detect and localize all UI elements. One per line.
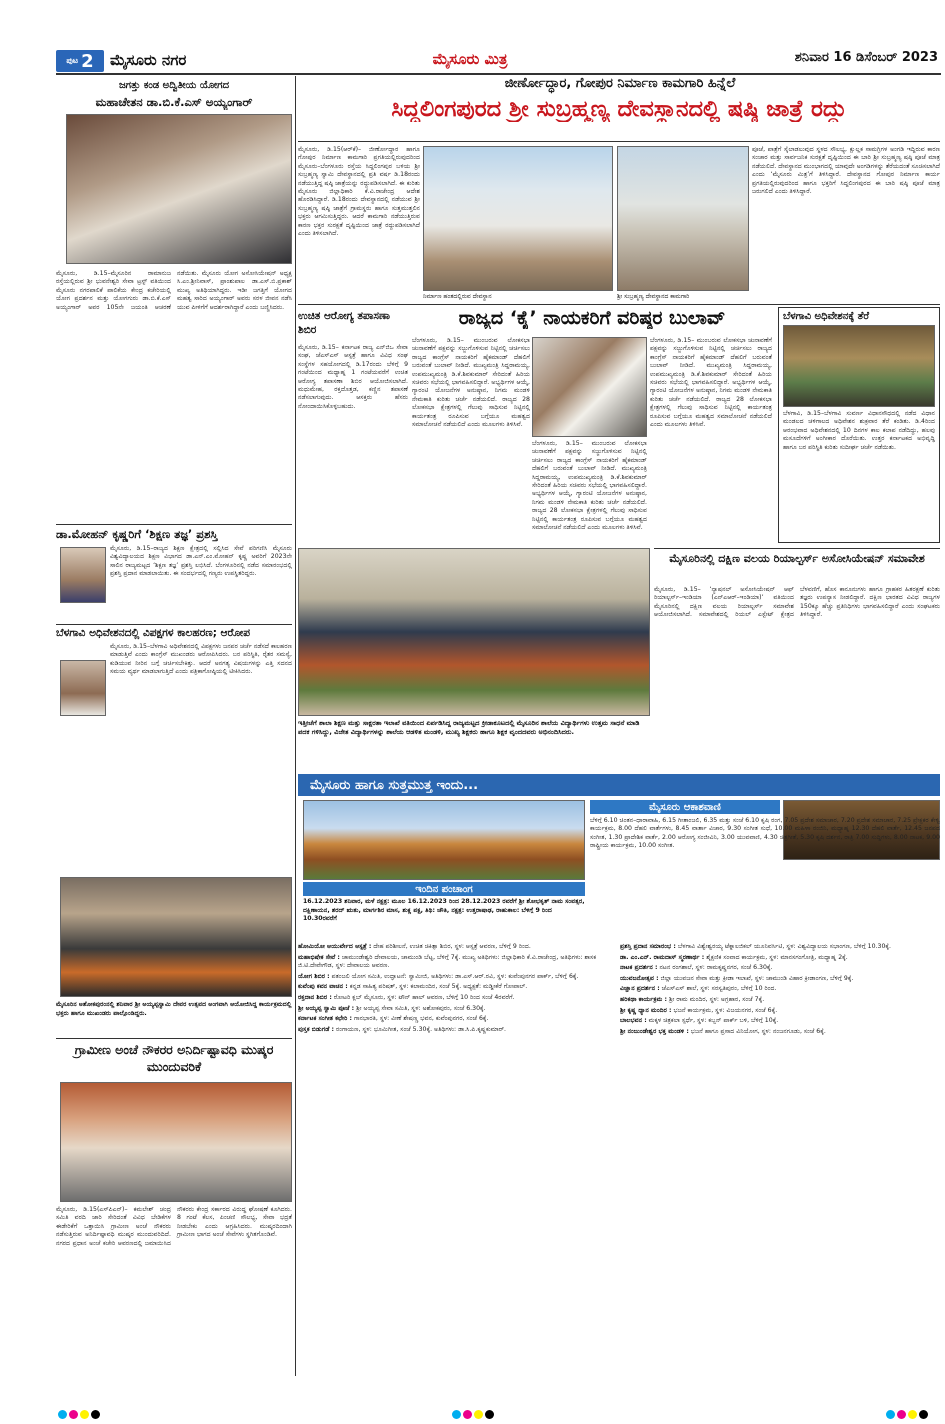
cyan-mark-icon: [886, 1410, 895, 1419]
yoga-event-photo: [66, 114, 292, 264]
session-box: [778, 307, 940, 543]
belagavi-protest-rule: [56, 624, 292, 625]
yellow-mark-icon: [80, 1410, 89, 1419]
page-number: 2: [81, 50, 94, 72]
mohan-rule: [56, 524, 292, 525]
event-item: ಕರ್ನಾಟಕ ಸಂಗೀತ ಕಛೇರಿ : ಗಾನಭಾರತಿ, ಸ್ಥಳ: ವೀಣೆ ಶೇಷಣ್ಣ ಭವನ, ಕುವೆಂಪುನಗರ, ಸಂಜೆ 6ಕ್ಕೆ.: [298, 1015, 489, 1023]
event-item: ರಕ್ತದಾನ ಶಿಬಿರ : ರೋಟರಿ ಕ್ಲಬ್ ಮೈಸೂರು, ಸ್ಥಳ: ಟೌನ್ ಹಾಲ್ ಆವರಣ, ಬೆಳಿಗ್ಗೆ 10 ರಿಂದ ಸಂಜೆ 4ರವರೆಗೆ.: [298, 993, 515, 1001]
session-headline: ಬೆಳಗಾವಿ ಅಧಿವೇಶನಕ್ಕೆ ತೆರೆ: [783, 311, 870, 322]
events-left: [298, 943, 614, 1375]
ayyappa-group-photo: [60, 877, 292, 997]
yoga-body: ಮೈಸೂರು, ಡಿ.15–ಮೈಸೂರಿನ ರಾಮಾನುಜ ರಸ್ತೆಯಲ್ಲಿರುವ ಶ್ರೀ ಭುವನೇಶ್ವರಿ ಸೇವಾ ಟ್ರಸ್ಟ್ ವತಿಯಿಂದ ಮೈಸೂರು ನಗರಪಾಲಿಕೆ ಪಾಲಿಕೆಯ ಕೇಂದ್ರ ಕಚೇರಿಯಲ್ಲಿ ಯೋಗ ಪ್ರದರ್ಶನ ಮತ್ತು ಯೋಗಗುರು ಡಾ.ಬಿ.ಕೆ.ಎಸ್ ಅಯ್ಯಂಗಾರ್ ಅವರ 105ನೇ ಜಯಂತಿ ಆಚರಣೆ ನಡೆಯಿತು. ಮೈಸೂರು ಯೋಗ ಅಸೋಸಿಯೇಷನ್ ಅಧ್ಯಕ್ಷ ಸಿ.ಎಂ.ಶ್ರೀನಿವಾಸ್, ಪ್ರಾಂಶುಪಾಲ ಡಾ.ಎಸ್.ಬಿ.ಪ್ರಕಾಶ್ ಮುಖ್ಯ ಅತಿಥಿಯಾಗಿದ್ದರು. ಇಡೀ ಜಗತ್ತಿಗೆ ಯೋಗದ ಮಹತ್ವ ಸಾರಿದ ಅಯ್ಯಂಗಾರ್ ಅವರು ಸರಳ ಜೀವನ ನಡೆಸಿ ಯುವ ಪೀಳಿಗೆಗೆ ಆದರ್ಶರಾಗಿದ್ದಾರೆ ಎಂದು ಬಣ್ಣಿಸಿದರು.: [56, 270, 292, 311]
mohan-portrait: [60, 547, 106, 603]
event-item: ಡಾ. ಎಂ.ಎನ್. ರಾಮದಾಸ್ ಸ್ಮರಣಾರ್ಥ : ಶೈಕ್ಷಣಿಕ ಸಂವಾದ ಕಾರ್ಯಕ್ರಮ, ಸ್ಥಳ: ಮಾನಸಗಂಗೋತ್ರಿ, ಮಧ್ಯಾಹ್ನ 2ಕ್ಕೆ.: [620, 953, 848, 961]
event-item: ನಾಟಕ ಪ್ರದರ್ಶನ : ನಟನ ರಂಗಶಾಲೆ, ಸ್ಥಳ: ರಾಮಕೃಷ್ಣನಗರ, ಸಂಜೆ 6.30ಕ್ಕೆ.: [620, 964, 773, 972]
paper-name: ಮೈಸೂರು ಮಿತ್ರ: [432, 50, 508, 68]
event-item: ವಿಜ್ಞಾನ ಪ್ರದರ್ಶನ : ಜೆಎಸ್‌ಎಸ್ ಶಾಲೆ, ಸ್ಥಳ: ಸರಸ್ವತಿಪುರಂ, ಬೆಳಿಗ್ಗೆ 10 ರಿಂದ.: [620, 985, 777, 993]
students-caption: ಇತ್ತೀಚೆಗೆ ಶಾಲಾ ಶಿಕ್ಷಣ ಮತ್ತು ಸಾಕ್ಷರತಾ ಇಲಾಖೆ ವತಿಯಿಂದ ಏರ್ಪಡಿಸಿದ್ದ ರಾಜ್ಯಮಟ್ಟದ ಕ್ರೀಡಾಕೂಟದಲ್ಲಿ ಮೈಸೂರಿನ ಶಾಲೆಯ ವಿದ್ಯಾರ್ಥಿಗಳು ಉತ್ತಮ ಸಾಧನೆ ಮಾಡಿ ಪದಕ ಗಳಿಸಿದ್ದು, ವಿಜೇತ ವಿದ್ಯಾರ್ಥಿಗಳನ್ನು ಶಾಲೆಯ ಆಡಳಿತ ಮಂಡಳಿ, ಮುಖ್ಯ ಶಿಕ್ಷಕರು ಹಾಗೂ ಶಿಕ್ಷಕ ವೃಂದದವರು ಅಭಿನಂದಿಸಿದರು.: [298, 719, 640, 736]
event-item: ಶ್ರೀ ನಂಜುಂಡೇಶ್ವರ ಭಕ್ತ ಮಂಡಳಿ : ಭಜನೆ ಹಾಗೂ ಪ್ರಸಾದ ವಿನಿಯೋಗ, ಸ್ಥಳ: ನಂಜನಗೂಡು, ಸಂಜೆ 6ಕ್ಕೆ.: [620, 1027, 826, 1035]
congress-body-col3: ಬೆಂಗಳೂರು, ಡಿ.15– ಮುಂಬರುವ ಲೋಕಸಭಾ ಚುನಾವಣೆಗೆ ಪಕ್ಷವನ್ನು ಸಜ್ಜುಗೊಳಿಸುವ ನಿಟ್ಟಿನಲ್ಲಿ ಚರ್ಚಿಸಲು ರಾಜ್ಯದ ಕಾಂಗ್ರೆಸ್ ನಾಯಕರಿಗೆ ಹೈಕಮಾಂಡ್ ದೆಹಲಿಗೆ ಬರುವಂತೆ ಬುಲಾವ್ ನೀಡಿದೆ. ಮುಖ್ಯಮಂತ್ರಿ ಸಿದ್ದರಾಮಯ್ಯ, ಉಪಮುಖ್ಯಮಂತ್ರಿ ಡಿ.ಕೆ.ಶಿವಕುಮಾರ್ ಸೇರಿದಂತೆ ಹಿರಿಯ ಸಚಿವರು ಸಭೆಯಲ್ಲಿ ಭಾಗವಹಿಸಲಿದ್ದಾರೆ. ಅಭ್ಯರ್ಥಿಗಳ ಆಯ್ಕೆ, ಗ್ಯಾರಂಟಿ ಯೋಜನೆಗಳ ಅನುಷ್ಠಾನ, ನಿಗಮ ಮಂಡಳಿ ನೇಮಕಾತಿ ಕುರಿತು ಚರ್ಚೆ ನಡೆಯಲಿದೆ. ರಾಜ್ಯದ 28 ಲೋಕಸಭಾ ಕ್ಷೇತ್ರಗಳಲ್ಲಿ ಗೆಲುವು ಸಾಧಿಸುವ ನಿಟ್ಟಿನಲ್ಲಿ ಕಾರ್ಯತಂತ್ರ ರೂಪಿಸುವ ಬಗ್ಗೆಯೂ ಮಹತ್ವದ ಸಮಾಲೋಚನೆ ನಡೆಯಲಿದೆ ಎಂದು ಮೂಲಗಳು ತಿಳಿಸಿವೆ.: [650, 337, 772, 429]
page-label: ಪುಟ: [66, 56, 79, 65]
yellow-mark-icon: [474, 1410, 483, 1419]
panchanga-title: ಇಂದಿನ ಪಂಚಾಂಗ: [303, 882, 585, 896]
session-body: ಬೆಳಗಾವಿ, ಡಿ.15–ಬೆಳಗಾವಿ ಸುವರ್ಣ ವಿಧಾನಸೌಧದಲ್ಲಿ ನಡೆದ ವಿಧಾನ ಮಂಡಲದ ಚಳಿಗಾಲದ ಅಧಿವೇಶನ ಶುಕ್ರವಾರ ತೆರೆ ಕಂಡಿತು. ಡಿ.4ರಿಂದ ಆರಂಭವಾದ ಅಧಿವೇಶನದಲ್ಲಿ 10 ದಿನಗಳ ಕಾಲ ಕಲಾಪ ನಡೆದಿದ್ದು, ಹಲವು ಮಸೂದೆಗಳಿಗೆ ಅಂಗೀಕಾರ ದೊರೆಯಿತು. ಉತ್ತರ ಕರ್ನಾಟಕದ ಅಭಿವೃದ್ಧಿ ಹಾಗೂ ಬರ ಪರಿಸ್ಥಿತಿ ಕುರಿತು ಸುದೀರ್ಘ ಚರ್ಚೆ ನಡೆಯಿತು.: [783, 410, 935, 451]
event-item: ಮಹಾಭಿಷೇಕ ಸೇವೆ : ಚಾಮುಂಡೇಶ್ವರಿ ದೇವಾಲಯ, ಚಾಮುಂಡಿ ಬೆಟ್ಟ, ಬೆಳಿಗ್ಗೆ 7ಕ್ಕೆ. ಮುಖ್ಯ ಅತಿಥಿಗಳು: ಜಿಲ್ಲಾಧಿಕಾರಿ ಕೆ.ವಿ.ರಾಜೇಂದ್ರ, ಅತಿಥಿಗಳು: ಶಾಸಕ ಜಿ.ಟಿ.ದೇವೇಗೌಡ, ಸ್ಥಳ: ದೇವಾಲಯ ಆವರಣ.: [298, 953, 597, 970]
lead-kicker: ಜೀರ್ಣೋದ್ಧಾರ, ಗೋಪುರ ನಿರ್ಮಾಣ ಕಾಮಗಾರಿ ಹಿನ್ನೆಲೆ: [504, 76, 736, 91]
masthead: [0, 0, 945, 72]
postal-rule: [56, 1038, 292, 1039]
realtors-rule: [654, 548, 940, 549]
events-right: [620, 943, 940, 1375]
yoga-headline: ಮಹಾಚೇತನ ಡಾ.ಬಿ.ಕೆ.ಎಸ್ ಅಯ್ಯಂಗಾರ್: [95, 95, 253, 109]
event-item: ಯೋಗ ಶಿಬಿರ : ಪತಂಜಲಿ ಯೋಗ ಸಮಿತಿ, ಉದ್ಘಾಟನೆ: ಸ್ವಾಮೀಜಿ, ಅತಿಥಿಗಳು: ಡಾ.ಎಸ್.ಆರ್.ರವಿ, ಸ್ಥಳ: ಕುವೆಂಪುನಗರ ಪಾರ್ಕ್, ಬೆಳಿಗ್ಗೆ 6ಕ್ಕೆ.: [298, 972, 579, 980]
magenta-mark-icon: [69, 1410, 78, 1419]
protest-portrait: [60, 660, 106, 716]
cyan-mark-icon: [452, 1410, 461, 1419]
postal-body: ಮೈಸೂರು, ಡಿ.15(ಎಸ್‌ಪಿಎನ್)– ಕಮಲೇಶ್ ಚಂದ್ರ ಸಮಿತಿ ವರದಿ ಜಾರಿ ಸೇರಿದಂತೆ ವಿವಿಧ ಬೇಡಿಕೆಗಳ ಈಡೇರಿಕೆಗೆ ಒತ್ತಾಯಿಸಿ ಗ್ರಾಮೀಣ ಅಂಚೆ ನೌಕರರು ನಡೆಸುತ್ತಿರುವ ಅನಿರ್ದಿಷ್ಟಾವಧಿ ಮುಷ್ಕರ ಮುಂದುವರಿದಿದೆ. ನಗರದ ಪ್ರಧಾನ ಅಂಚೆ ಕಚೇರಿ ಆವರಣದಲ್ಲಿ ಜಮಾಯಿಸಿದ ನೌಕರರು ಕೇಂದ್ರ ಸರ್ಕಾರದ ವಿರುದ್ಧ ಘೋಷಣೆ ಕೂಗಿದರು. 8 ಗಂಟೆ ಕೆಲಸ, ಪಿಂಚಣಿ ಸೌಲಭ್ಯ, ಸೇವಾ ಭದ್ರತೆ ನೀಡಬೇಕು ಎಂದು ಆಗ್ರಹಿಸಿದರು. ಮುಷ್ಕರದಿಂದಾಗಿ ಗ್ರಾಮೀಣ ಭಾಗದ ಅಂಚೆ ಸೇವೆಗಳು ಸ್ಥಗಿತಗೊಂಡಿವೆ.: [56, 1206, 292, 1247]
postal-strike-photo: [60, 1082, 292, 1202]
temple-photo-2: [617, 146, 749, 291]
section-title: ಮೈಸೂರು ನಗರ: [110, 51, 187, 69]
event-item: ಶ್ರೀ ಅಯ್ಯಪ್ಪ ಸ್ವಾಮಿ ಪೂಜೆ : ಶ್ರೀ ಅಯ್ಯಪ್ಪ ಸೇವಾ ಸಮಿತಿ, ಸ್ಥಳ: ಅಶೋಕಪುರಂ, ಸಂಜೆ 6.30ಕ್ಕೆ.: [298, 1004, 486, 1012]
temple-photo-1: [423, 146, 613, 291]
congress-body-continued: ಬೆಂಗಳೂರು, ಡಿ.15– ಮುಂಬರುವ ಲೋಕಸಭಾ ಚುನಾವಣೆಗೆ ಪಕ್ಷವನ್ನು ಸಜ್ಜುಗೊಳಿಸುವ ನಿಟ್ಟಿನಲ್ಲಿ ಚರ್ಚಿಸಲು ರಾಜ್ಯದ ಕಾಂಗ್ರೆಸ್ ನಾಯಕರಿಗೆ ಹೈಕಮಾಂಡ್ ದೆಹಲಿಗೆ ಬರುವಂತೆ ಬುಲಾವ್ ನೀಡಿದೆ. ಮುಖ್ಯಮಂತ್ರಿ ಸಿದ್ದರಾಮಯ್ಯ, ಉಪಮುಖ್ಯಮಂತ್ರಿ ಡಿ.ಕೆ.ಶಿವಕುಮಾರ್ ಸೇರಿದಂತೆ ಹಿರಿಯ ಸಚಿವರು ಸಭೆಯಲ್ಲಿ ಭಾಗವಹಿಸಲಿದ್ದಾರೆ. ಅಭ್ಯರ್ಥಿಗಳ ಆಯ್ಕೆ, ಗ್ಯಾರಂಟಿ ಯೋಜನೆಗಳ ಅನುಷ್ಠಾನ, ನಿಗಮ ಮಂಡಳಿ ನೇಮಕಾತಿ ಕುರಿತು ಚರ್ಚೆ ನಡೆಯಲಿದೆ. ರಾಜ್ಯದ 28 ಲೋಕಸಭಾ ಕ್ಷೇತ್ರಗಳಲ್ಲಿ ಗೆಲುವು ಸಾಧಿಸುವ ನಿಟ್ಟಿನಲ್ಲಿ ಕಾರ್ಯತಂತ್ರ ರೂಪಿಸುವ ಬಗ್ಗೆಯೂ ಮಹತ್ವದ ಸಮಾಲೋಚನೆ ನಡೆಯಲಿದೆ ಎಂದು ಮೂಲಗಳು ತಿಳಿಸಿವೆ.: [532, 440, 647, 532]
event-item: ಯುವಜನೋತ್ಸವ : ಜಿಲ್ಲಾ ಯುವಜನ ಸೇವಾ ಮತ್ತು ಕ್ರೀಡಾ ಇಲಾಖೆ, ಸ್ಥಳ: ಚಾಮುಂಡಿ ವಿಹಾರ ಕ್ರೀಡಾಂಗಣ, ಬೆಳಿಗ್ಗೆ 9ಕ್ಕೆ.: [620, 974, 854, 982]
registration-marks-right: [886, 1404, 930, 1423]
masthead-rule: [56, 73, 941, 75]
health-rule: [298, 304, 940, 305]
realtors-body: ಮೈಸೂರು, ಡಿ.15– ‘ನ್ಯಾಷನಲ್ ಅಸೋಸಿಯೇಷನ್ ಆಫ್ ರಿಯಾಲ್ಟರ್ಸ್–ಇಂಡಿಯಾ (ಎನ್‌ಎಆರ್–ಇಂಡಿಯಾ)’ ವತಿಯಿಂದ ಮೈಸೂರಿನಲ್ಲಿ ದಕ್ಷಿಣ ವಲಯ ರಿಯಾಲ್ಟರ್ಸ್ ಸಮಾವೇಶ ಆಯೋಜಿಸಲಾಗಿದೆ. ಸಮಾವೇಶದಲ್ಲಿ ರಿಯಲ್ ಎಸ್ಟೇಟ್ ಕ್ಷೇತ್ರದ ಬೆಳವಣಿಗೆ, ಹೊಸ ಕಾನೂನುಗಳು ಹಾಗೂ ಗ್ರಾಹಕರ ಹಿತರಕ್ಷಣೆ ಕುರಿತು ತಜ್ಞರು ಉಪನ್ಯಾಸ ನೀಡಲಿದ್ದಾರೆ. ದಕ್ಷಿಣ ಭಾರತದ ವಿವಿಧ ರಾಜ್ಯಗಳ 150ಕ್ಕೂ ಹೆಚ್ಚು ಪ್ರತಿನಿಧಿಗಳು ಭಾಗವಹಿಸಲಿದ್ದಾರೆ ಎಂದು ಸಂಘಟಕರು ತಿಳಿಸಿದ್ದಾರೆ.: [654, 586, 940, 619]
congress-body: ಬೆಂಗಳೂರು, ಡಿ.15– ಮುಂಬರುವ ಲೋಕಸಭಾ ಚುನಾವಣೆಗೆ ಪಕ್ಷವನ್ನು ಸಜ್ಜುಗೊಳಿಸುವ ನಿಟ್ಟಿನಲ್ಲಿ ಚರ್ಚಿಸಲು ರಾಜ್ಯದ ಕಾಂಗ್ರೆಸ್ ನಾಯಕರಿಗೆ ಹೈಕಮಾಂಡ್ ದೆಹಲಿಗೆ ಬರುವಂತೆ ಬುಲಾವ್ ನೀಡಿದೆ. ಮುಖ್ಯಮಂತ್ರಿ ಸಿದ್ದರಾಮಯ್ಯ, ಉಪಮುಖ್ಯಮಂತ್ರಿ ಡಿ.ಕೆ.ಶಿವಕುಮಾರ್ ಸೇರಿದಂತೆ ಹಿರಿಯ ಸಚಿವರು ಸಭೆಯಲ್ಲಿ ಭಾಗವಹಿಸಲಿದ್ದಾರೆ. ಅಭ್ಯರ್ಥಿಗಳ ಆಯ್ಕೆ, ಗ್ಯಾರಂಟಿ ಯೋಜನೆಗಳ ಅನುಷ್ಠಾನ, ನಿಗಮ ಮಂಡಳಿ ನೇಮಕಾತಿ ಕುರಿತು ಚರ್ಚೆ ನಡೆಯಲಿದೆ. ರಾಜ್ಯದ 28 ಲೋಕಸಭಾ ಕ್ಷೇತ್ರಗಳಲ್ಲಿ ಗೆಲುವು ಸಾಧಿಸುವ ನಿಟ್ಟಿನಲ್ಲಿ ಕಾರ್ಯತಂತ್ರ ರೂಪಿಸುವ ಬಗ್ಗೆಯೂ ಮಹತ್ವದ ಸಮಾಲೋಚನೆ ನಡೆಯಲಿದೆ ಎಂದು ಮೂಲಗಳು ತಿಳಿಸಿವೆ.: [412, 337, 530, 429]
event-item: ಬಾಲಭವನ : ಮಕ್ಕಳ ಚಿತ್ರಕಲಾ ಸ್ಪರ್ಧೆ, ಸ್ಥಳ: ಕಬ್ಬನ್ ಪಾರ್ಕ್ ಬಳಿ, ಬೆಳಿಗ್ಗೆ 10ಕ್ಕೆ.: [620, 1017, 779, 1025]
cm-dcm-photo: [532, 337, 647, 437]
registration-marks-center: [452, 1404, 496, 1423]
page-badge: [56, 50, 104, 72]
event-item: ಪುಸ್ತಕ ಬಿಡುಗಡೆ : ರಂಗಾಯಣ, ಸ್ಥಳ: ಭೂಮಿಗೀತ, ಸಂಜೆ 5.30ಕ್ಕೆ. ಅತಿಥಿಗಳು: ಡಾ.ಸಿ.ಪಿ.ಕೃಷ್ಣಕುಮಾರ್.: [298, 1025, 507, 1033]
magenta-mark-icon: [897, 1410, 906, 1419]
mysore-palace-photo: [303, 800, 585, 880]
lead-divider: [298, 141, 940, 142]
black-mark-icon: [91, 1410, 100, 1419]
magenta-mark-icon: [463, 1410, 472, 1419]
lead-body-col1: ಮೈಸೂರು, ಡಿ.15(ಆರ್‌ಕೆ)– ಜೀರ್ಣೋದ್ಧಾರ ಹಾಗೂ ಗೋಪುರ ನಿರ್ಮಾಣ ಕಾಮಗಾರಿ ಪ್ರಗತಿಯಲ್ಲಿರುವುದರಿಂದ ಮೈಸೂರು–ಬೆಂಗಳೂರು ರಸ್ತೆಯ ಸಿದ್ದಲಿಂಗಪುರ ಬಳಿಯ ಶ್ರೀ ಸುಬ್ರಹ್ಮಣ್ಯ ಸ್ವಾಮಿ ದೇವಸ್ಥಾನದಲ್ಲಿ ಪ್ರತಿ ವರ್ಷ ಡಿ.18ರಂದು ನಡೆಯುತ್ತಿದ್ದ ಷಷ್ಠಿ ಜಾತ್ರೆಯನ್ನು ರದ್ದುಪಡಿಸಲಾಗಿದೆ. ಈ ಕುರಿತು ಮೈಸೂರು ಜಿಲ್ಲಾಧಿಕಾರಿ ಕೆ.ವಿ.ರಾಜೇಂದ್ರ ಆದೇಶ ಹೊರಡಿಸಿದ್ದಾರೆ. ಡಿ.18ರಂದು ದೇವಸ್ಥಾನದಲ್ಲಿ ನಡೆಯುವ ಶ್ರೀ ಸುಬ್ರಹ್ಮಣ್ಯ ಷಷ್ಠಿ ಜಾತ್ರೆಗೆ ಗ್ರಾಮಸ್ಥರು ಹಾಗೂ ಸುತ್ತಮುತ್ತಲಿನ ಭಕ್ತರು ಆಗಮಿಸುತ್ತಿದ್ದರು. ಆದರೆ ಕಾಮಗಾರಿ ನಡೆಯುತ್ತಿರುವ ಕಾರಣ ಭಕ್ತರ ಸುರಕ್ಷತೆ ದೃಷ್ಟಿಯಿಂದ ಜಾತ್ರೆ ರದ್ದುಪಡಿಸಲಾಗಿದೆ ಎಂದು ತಿಳಿಸಲಾಗಿದೆ.: [298, 146, 420, 238]
lead-body-col2: ಪೂಜೆ, ಪಾತ್ರೆಗೆ ಸೈಲಾಡಲುವುದ ಸ್ಥಳದ ಸೌಲಭ್ಯ, ಕ್ಷುಲ್ಲಕ ಸಾಮಗ್ರಿಗಳ ಅಂಗಡಿ ಇದ್ದಿರುವ ಕಾರಣ ಸಂಚಾರ ಮತ್ತು ಸಾರ್ವಜನಿಕ ಸುರಕ್ಷತೆ ದೃಷ್ಟಿಯಿಂದ ಈ ಬಾರಿ ಶ್ರೀ ಸುಬ್ರಹ್ಮಣ್ಯ ಷಷ್ಠಿ ಪೂಜೆ ಮಾತ್ರ ನಡೆಯಲಿದೆ. ದೇವಸ್ಥಾನದ ಮುಂಭಾಗದಲ್ಲಿ ಯಾವುದೇ ಅಂಗಡಿಗಳನ್ನು ತೆರೆಯದಂತೆ ಸೂಚಿಸಲಾಗಿದೆ ಎಂದು ‘ಮೈಸೂರು ಮಿತ್ರ’ಗೆ ತಿಳಿಸಿದ್ದಾರೆ. ದೇವಸ್ಥಾನದ ಗೋಪುರ ನಿರ್ಮಾಣ ಕಾರ್ಯ ಪ್ರಗತಿಯಲ್ಲಿರುವುದರಿಂದ ಹಾಗೂ ಭಕ್ತರಿಗೆ ಸಿದ್ದಲಿಂಗಪುರದ ಈ ಬಾರಿ ಷಷ್ಠಿ ಪೂಜೆ ಮಾತ್ರ ಜರುಗಲಿದೆ ಎಂದು ತಿಳಿಸಿದ್ದಾರೆ.: [752, 146, 940, 196]
column-rule-left: [295, 76, 296, 1376]
group-photo-caption: ಮೈಸೂರಿನ ಅಶೋಕಪುರಂನಲ್ಲಿ ಶನಿವಾರ ಶ್ರೀ ಅಯ್ಯಪ್ಪಸ್ವಾಮಿ ದೇವರ ಉತ್ಸವದ ಅಂಗವಾಗಿ ಆಯೋಜಿಸಿದ್ದ ಕಾರ್ಯಕ್ರಮದಲ್ಲಿ ಭಕ್ತರು ಹಾಗೂ ಮುಖಂಡರು ಪಾಲ್ಗೊಂಡಿದ್ದರು.: [56, 1001, 292, 1017]
belagavi-protest-body: ಮೈಸೂರು, ಡಿ.15–ಬೆಳಗಾವಿ ಅಧಿವೇಶನದಲ್ಲಿ ವಿಪಕ್ಷಗಳು ಜನಪರ ಚರ್ಚೆ ನಡೆಸದೆ ಕಾಲಹರಣ ಮಾಡುತ್ತಿವೆ ಎಂದು ಕಾಂಗ್ರೆಸ್ ಮುಖಂಡರು ಆರೋಪಿಸಿದರು. ಬರ ಪರಿಸ್ಥಿತಿ, ರೈತರ ಸಮಸ್ಯೆ, ಕುಡಿಯುವ ನೀರಿನ ಬಗ್ಗೆ ಚರ್ಚಿಸಬೇಕಿತ್ತು. ಆದರೆ ಅನಗತ್ಯ ವಿಷಯಗಳನ್ನು ಎತ್ತಿ ಸದನದ ಸಮಯ ವ್ಯರ್ಥ ಮಾಡಲಾಗುತ್ತಿದೆ ಎಂದು ಪತ್ರಿಕಾಗೋಷ್ಠಿಯಲ್ಲಿ ಟೀಕಿಸಿದರು.: [110, 643, 292, 676]
yellow-mark-icon: [908, 1410, 917, 1419]
issue-date: ಶನಿವಾರ 16 ಡಿಸೆಂಬರ್ 2023: [794, 50, 938, 65]
radio-schedule: ಬೆಳಿಗ್ಗೆ 6.10 ಚಿಂತನ–ಧಾರಾವಾಹಿ, 6.15 ಗೀತಾಂಜಲಿ, 6.35 ಮತ್ತು ಸಂಜೆ 6.10 ಕೃಷಿ ರಂಗ, 7.05 ಪ್ರದೇಶ ಸಮಾಚಾರ, 7.20 ಪ್ರದೇಶ ಸಮಾಚಾರ, 7.25 ಪ್ರೇಕ್ಷಕರ ಕೇಳ್ವಿ ಕಾರ್ಯಕ್ರಮ, 8.00 ದೆಹಲಿ ವಾರ್ತೆಗಳು, 8.45 ವಾರ್ತಾ ವಿಚಾರ, 9.30 ಸಂಗೀತ ಸುಧೆ, 10.00 ಮಹಿಳಾ ರಂಜಿನಿ, ಮಧ್ಯಾಹ್ನ 12.30 ದೆಹಲಿ ವಾರ್ತೆ, 12.45 ಜನಪದ ಸಂಗೀತ, 1.30 ಪ್ರಾದೇಶಿಕ ವಾರ್ತೆ, 2.00 ಆರೋಗ್ಯ ಸಂಜೀವಿನಿ, 3.00 ಯುವವಾಣಿ, 4.30 ಚಿತ್ರಗೀತೆ, 5.30 ಕೃಷಿ ದರ್ಶನ, ರಾತ್ರಿ 7.00 ಸುದ್ದಿಗಳು, 8.00 ನಾಟಕ, 9.00 ರಾಷ್ಟ್ರೀಯ ಕಾರ್ಯಕ್ರಮ, 10.00 ಸಂಗೀತ.: [590, 817, 940, 850]
panchanga-text: 16.12.2023 ಶನಿವಾರ, ಮಳೆ ನಕ್ಷತ್ರ: ಮೂಲ 16.12.2023 ರಿಂದ 28.12.2023 ರವರೆಗೆ ಶ್ರೀ ಶೋಭಕೃತ್ ನಾಮ ಸಂವತ್ಸರ, ದಕ್ಷಿಣಾಯನ, ಶರದ್ ಋತು, ಮಾರ್ಗಶಿರ ಮಾಸ, ಶುಕ್ಲ ಪಕ್ಷ, ತಿಥಿ: ಚೌತಿ, ನಕ್ಷತ್ರ: ಉತ್ತರಾಷಾಢ, ರಾಹುಕಾಲ: ಬೆಳಿಗ್ಗೆ 9 ರಿಂದ 10.30ರವರೆಗೆ: [303, 898, 585, 923]
students-photo: [298, 548, 650, 716]
event-item: ಪ್ರಶಸ್ತಿ ಪ್ರದಾನ ಸಮಾರಂಭ : ಬೆಳಗಾವಿ ವಿಶ್ವೇಶ್ವರಯ್ಯ ಟೆಕ್ನಾಲಜಿಕಲ್ ಯೂನಿವರ್ಸಿಟಿ, ಸ್ಥಳ: ವಿಶ್ವವಿದ್ಯಾಲಯ ಸಭಾಂಗಣ, ಬೆಳಿಗ್ಗೆ 10.30ಕ್ಕೆ.: [620, 943, 891, 950]
mohan-body: ಮೈಸೂರು, ಡಿ.15–ರಾಜ್ಯದ ಶಿಕ್ಷಣ ಕ್ಷೇತ್ರದಲ್ಲಿ ಸಲ್ಲಿಸಿದ ಸೇವೆ ಪರಿಗಣಿಸಿ ಮೈಸೂರು ವಿಶ್ವವಿದ್ಯಾಲಯದ ಶಿಕ್ಷಣ ವಿಭಾಗದ ಡಾ.ಎನ್.ಎಂ.ಮೋಹನ್ ಕೃಷ್ಣ ಅವರಿಗೆ 2023ನೇ ಸಾಲಿನ ರಾಜ್ಯಮಟ್ಟದ ‘ಶಿಕ್ಷಣ ತಜ್ಞ’ ಪ್ರಶಸ್ತಿ ಲಭಿಸಿದೆ. ಬೆಂಗಳೂರಿನಲ್ಲಿ ನಡೆದ ಸಮಾರಂಭದಲ್ಲಿ ಪ್ರಶಸ್ತಿ ಪ್ರದಾನ ಮಾಡಲಾಯಿತು. ಈ ಸಂದರ್ಭದಲ್ಲಿ ಗಣ್ಯರು ಉಪಸ್ಥಿತರಿದ್ದರು.: [110, 545, 292, 578]
yoga-kicker: ಜಗತ್ತು ಕಂಡ ಅದ್ವಿತೀಯ ಯೋಗದ: [118, 80, 230, 91]
event-item: ಶ್ರೀ ಕೃಷ್ಣ ಧ್ಯಾನ ಮಂದಿರ : ಭಜನೆ ಕಾರ್ಯಕ್ರಮ, ಸ್ಥಳ: ವಿಜಯನಗರ, ಸಂಜೆ 6ಕ್ಕೆ.: [620, 1006, 778, 1014]
congress-headline: ರಾಜ್ಯದ ‘ಕೈ’ ನಾಯಕರಿಗೆ ವರಿಷ್ಠರ ಬುಲಾವ್: [458, 307, 726, 329]
mohan-headline: ಡಾ.ಮೋಹನ್ ಕೃಷ್ಣರಿಗೆ ‘ಶಿಕ್ಷಣ ತಜ್ಞ’ ಪ್ರಶಸ್ತಿ: [56, 527, 218, 541]
realtors-headline: ಮೈಸೂರಿನಲ್ಲಿ ದಕ್ಷಿಣ ವಲಯ ರಿಯಾಲ್ಟರ್ಸ್ ಅಸೋಸಿಯೇಷನ್ ಸಮಾವೇಶ: [669, 552, 925, 565]
lead-headline: ಸಿದ್ದಲಿಂಗಪುರದ ಶ್ರೀ ಸುಬ್ರಹ್ಮಣ್ಯ ದೇವಸ್ಥಾನದಲ್ಲಿ ಷಷ್ಠಿ ಜಾತ್ರೆ ರದ್ದು: [391, 96, 847, 122]
temple-photo-caption-1: ನಿರ್ಮಾಣ ಹಂತದಲ್ಲಿರುವ ದೇವಸ್ಥಾನ: [423, 293, 492, 300]
event-item: ಹೋಮಿಯೋ ಆಯುರ್ವೇದ ಆಸ್ಪತ್ರೆ : ದೇಹ ಪರಿಶೀಲನೆ, ಉಚಿತ ಚಿಕಿತ್ಸಾ ಶಿಬಿರ, ಸ್ಥಳ: ಆಸ್ಪತ್ರೆ ಆವರಣ, ಬೆಳಿಗ್ಗೆ 9 ರಿಂದ.: [298, 943, 531, 950]
event-item: ಕುವೆಂಪು ಕವನ ವಾಚನ : ಕನ್ನಡ ಸಾಹಿತ್ಯ ಪರಿಷತ್, ಸ್ಥಳ: ಕಲಾಮಂದಿರ, ಸಂಜೆ 5ಕ್ಕೆ. ಅಧ್ಯಕ್ಷತೆ: ಮಡ್ಡೀಕೆರೆ ಗೋಪಾಲ್.: [298, 983, 528, 991]
event-item: ಹರಿಕಥಾ ಕಾರ್ಯಕ್ರಮ : ಶ್ರೀ ರಾಮ ಮಂದಿರ, ಸ್ಥಳ: ಅಗ್ರಹಾರ, ಸಂಜೆ 7ಕ್ಕೆ.: [620, 995, 765, 1003]
black-mark-icon: [485, 1410, 494, 1419]
health-headline: ಉಚಿತ ಆರೋಗ್ಯ ತಪಾಸಣಾ ಶಿಬಿರ: [298, 310, 390, 336]
health-body: ಮೈಸೂರು, ಡಿ.15– ಕರ್ನಾಟಕ ರಾಜ್ಯ ಎನ್‌ಜಿಒ ಸೇವಾ ಸಂಘ, ಜೆಎಸ್‌ಎಸ್ ಆಸ್ಪತ್ರೆ ಹಾಗೂ ವಿವಿಧ ಸಂಘ ಸಂಸ್ಥೆಗಳ ಸಹಯೋಗದಲ್ಲಿ ಡಿ.17ರಂದು ಬೆಳಿಗ್ಗೆ 9 ಗಂಟೆಯಿಂದ ಮಧ್ಯಾಹ್ನ 1 ಗಂಟೆಯವರೆಗೆ ಉಚಿತ ಆರೋಗ್ಯ ತಪಾಸಣಾ ಶಿಬಿರ ಆಯೋಜಿಸಲಾಗಿದೆ. ಮಧುಮೇಹ, ರಕ್ತದೊತ್ತಡ, ಕಣ್ಣಿನ ತಪಾಸಣೆ ನಡೆಸಲಾಗುವುದು. ಆಸಕ್ತರು ಹೆಸರು ನೋಂದಾಯಿಸಿಕೊಳ್ಳಬಹುದು.: [298, 344, 408, 410]
radio-title: ಮೈಸೂರು ಆಕಾಶವಾಣಿ: [590, 800, 780, 814]
today-bar: [298, 774, 940, 796]
temple-photo-caption-2: ಶ್ರೀ ಸುಬ್ರಹ್ಮಣ್ಯ ದೇವಸ್ಥಾನದ ಕಾಮಗಾರಿ: [617, 293, 690, 300]
cyan-mark-icon: [58, 1410, 67, 1419]
postal-headline: ಗ್ರಾಮೀಣ ಅಂಚೆ ನೌಕರರ ಅನಿರ್ದಿಷ್ಟಾವಧಿ ಮುಷ್ಕರ ಮುಂದುವರಿಕೆ: [74, 1042, 274, 1074]
assembly-photo: [783, 325, 935, 407]
belagavi-protest-headline: ಬೆಳಗಾವಿ ಅಧಿವೇಶನದಲ್ಲಿ ವಿಪಕ್ಷಗಳ ಕಾಲಹರಣ; ಆರೋಪ: [56, 627, 250, 639]
registration-marks-left: [58, 1404, 102, 1423]
today-bar-title: ಮೈಸೂರು ಹಾಗೂ ಸುತ್ತಮುತ್ತ ಇಂದು...: [310, 777, 479, 793]
black-mark-icon: [919, 1410, 928, 1419]
